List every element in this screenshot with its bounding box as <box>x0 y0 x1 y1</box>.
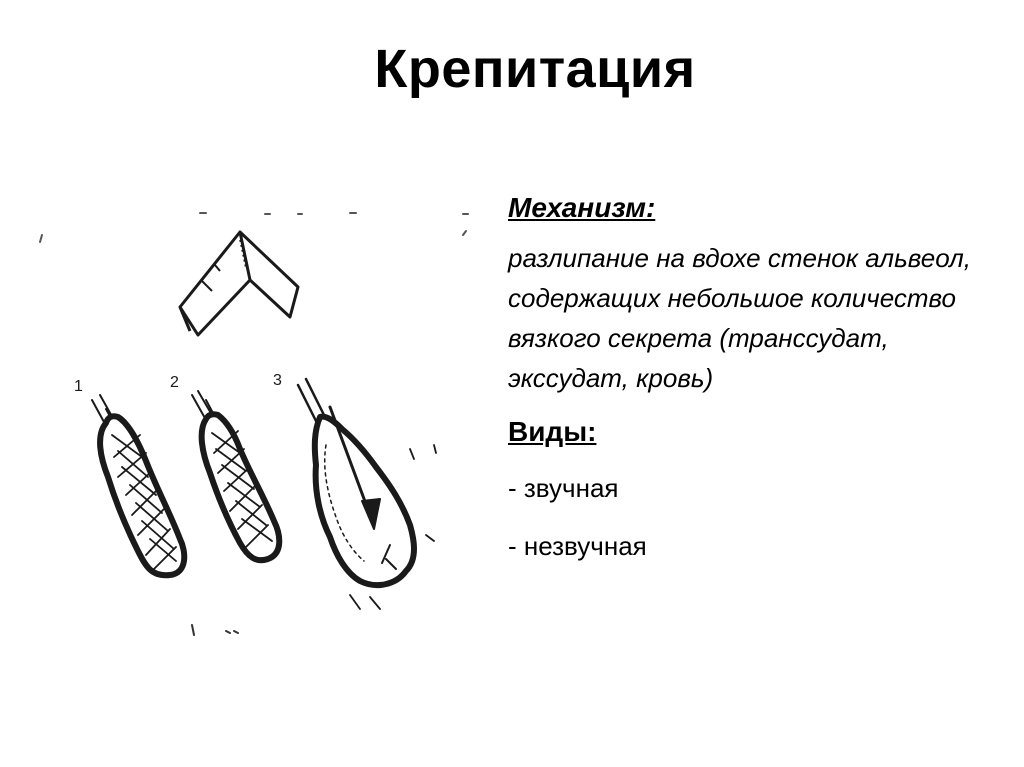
mechanism-text: разлипание на вдохе стенок альвеол, содержащих небольшое количество вязкого секрета (транссудат, экссудат, кровь) <box>508 243 971 393</box>
types-heading: Виды: <box>508 416 597 447</box>
bottom-marks <box>192 625 238 635</box>
slide-title: Крепитация <box>374 39 696 99</box>
figure-label-2: 2 <box>170 374 179 391</box>
alveolus-drawing-3 <box>298 379 436 609</box>
folded-membrane-drawing <box>180 232 298 335</box>
figure-label-3: 3 <box>273 372 282 389</box>
type-item-nonsonorous: - незвучная <box>508 531 647 561</box>
mechanism-heading: Механизм: <box>508 192 656 223</box>
alveoli-illustration <box>30 195 490 645</box>
type-item-sonorous: - звучная <box>508 473 619 503</box>
text-block <box>508 188 1008 584</box>
alveolus-drawing-1 <box>92 395 184 575</box>
speck-marks <box>40 213 468 242</box>
alveolus-drawing-2 <box>192 391 279 560</box>
figure-label-1: 1 <box>74 378 83 395</box>
